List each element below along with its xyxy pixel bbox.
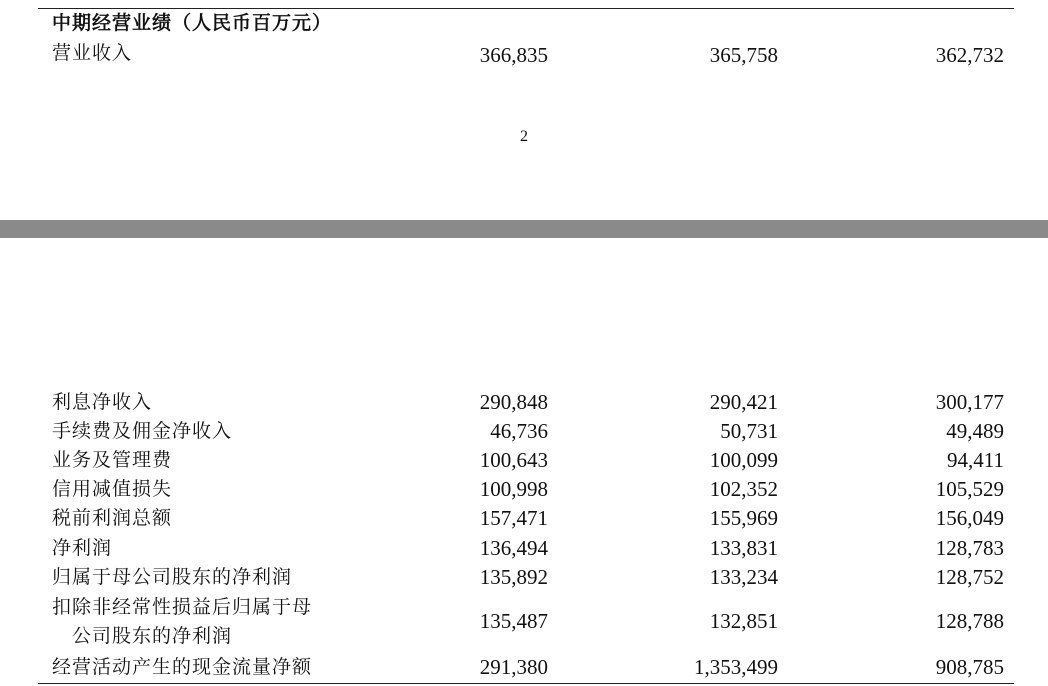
table-cell: 291,380 xyxy=(479,655,548,679)
table-cell: 156,049 xyxy=(935,506,1004,530)
table-cell: 155,969 xyxy=(709,506,778,530)
table-cell: 50,731 xyxy=(720,419,778,443)
table-row-label: 信用减值损失 xyxy=(52,478,173,500)
table-row-label: 业务及管理费 xyxy=(52,449,173,471)
page-gap xyxy=(0,220,1048,238)
revenue-value-1: 366,835 xyxy=(479,43,548,67)
table-cell: 128,783 xyxy=(935,536,1004,560)
table-cell: 157,471 xyxy=(479,506,548,530)
table-cell: 132,851 xyxy=(709,609,778,633)
table-cell: 100,998 xyxy=(479,477,548,501)
bottom-rule xyxy=(38,683,1014,684)
table-row-label: 利息净收入 xyxy=(52,391,153,413)
table-cell: 135,487 xyxy=(479,609,548,633)
table-row-label: 扣除非经常性损益后归属于母 xyxy=(52,596,313,618)
revenue-value-2: 365,758 xyxy=(709,43,778,67)
table-cell: 100,099 xyxy=(709,448,778,472)
table-cell: 100,643 xyxy=(479,448,548,472)
table-row-label: 手续费及佣金净收入 xyxy=(52,420,233,442)
table-cell: 102,352 xyxy=(709,477,778,501)
table-row-label: 净利润 xyxy=(52,537,113,559)
table-cell: 128,788 xyxy=(935,609,1004,633)
table-cell: 133,831 xyxy=(709,536,778,560)
table-row-label-cont: 公司股东的净利润 xyxy=(72,625,233,647)
table-cell: 133,234 xyxy=(709,565,778,589)
table-cell: 105,529 xyxy=(935,477,1004,501)
table-cell: 300,177 xyxy=(935,390,1004,414)
table-cell: 1,353,499 xyxy=(694,655,778,679)
table-cell: 128,752 xyxy=(935,565,1004,589)
table-row-label: 经营活动产生的现金流量净额 xyxy=(52,656,313,678)
table-cell: 49,489 xyxy=(946,419,1004,443)
table-cell: 290,848 xyxy=(479,390,548,414)
table-row-label: 税前利润总额 xyxy=(52,507,173,529)
table-row-label: 归属于母公司股东的净利润 xyxy=(52,566,293,588)
table-cell: 290,421 xyxy=(709,390,778,414)
table-cell: 135,892 xyxy=(479,565,548,589)
row-label-revenue: 营业收入 xyxy=(52,42,133,64)
top-rule xyxy=(38,8,1014,9)
page-number: 2 xyxy=(520,128,528,145)
revenue-value-3: 362,732 xyxy=(935,43,1004,67)
section-title: 中期经营业绩（人民币百万元） xyxy=(52,12,333,34)
table-cell: 908,785 xyxy=(935,655,1004,679)
table-cell: 94,411 xyxy=(947,448,1004,472)
table-cell: 136,494 xyxy=(479,536,548,560)
page-top xyxy=(0,0,1048,220)
table-cell: 46,736 xyxy=(490,419,548,443)
